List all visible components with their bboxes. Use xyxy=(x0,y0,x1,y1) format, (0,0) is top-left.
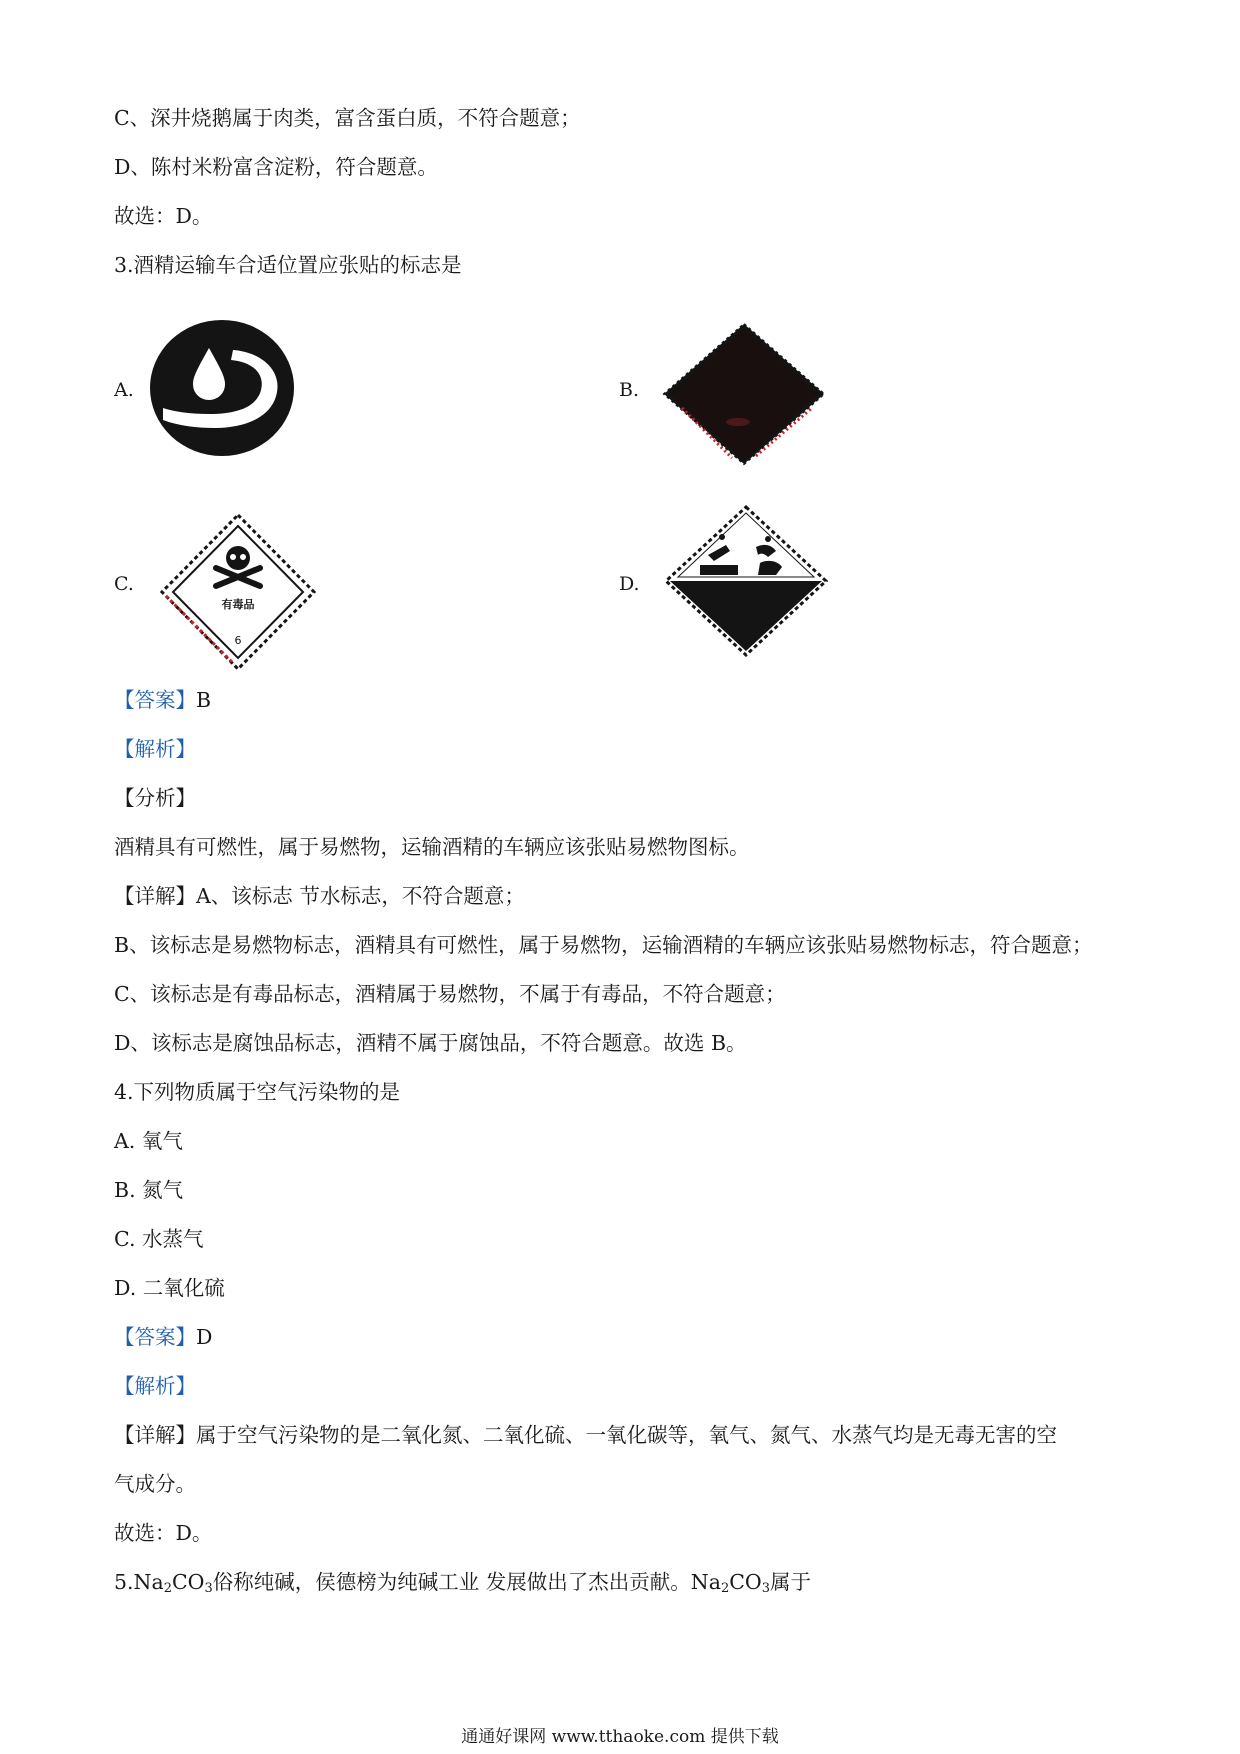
q5-sub: 3 xyxy=(761,1581,771,1596)
option-d-label: D. xyxy=(619,573,640,595)
answer-label: 【答案】 xyxy=(114,688,196,712)
answer-3 xyxy=(114,686,211,714)
answer-value: D xyxy=(196,1325,213,1349)
question-5 xyxy=(114,1568,811,1603)
question-4-option-d: D. 二氧化硫 xyxy=(114,1276,225,1300)
detail-3-d: D、该标志是腐蚀品标志，酒精不属于腐蚀品，不符合题意。故选 B。 xyxy=(114,1031,747,1055)
fenxi-text: 酒精具有可燃性，属于易燃物，运输酒精的车辆应该张贴易燃物图标。 xyxy=(114,835,750,859)
analysis-label: 【解析】 xyxy=(114,1374,196,1398)
question-3: 3.酒精运输车合适位置应张贴的标志是 xyxy=(114,253,462,277)
detail-label: 【详解】 xyxy=(114,884,196,908)
detail-4-line-2: 气成分。 xyxy=(114,1472,196,1496)
corrosive-sign-icon xyxy=(664,505,828,657)
analysis-label: 【解析】 xyxy=(114,737,196,761)
q5-part: CO xyxy=(729,1570,762,1594)
detail-3-a xyxy=(114,882,525,910)
q5-part: CO xyxy=(172,1570,205,1594)
text-line: D、陈村米粉富含淀粉，符合题意。 xyxy=(114,155,438,179)
answer-value: B xyxy=(196,688,212,712)
q5-part: 5.Na xyxy=(114,1570,164,1594)
toxic-sign-number: 6 xyxy=(234,634,242,647)
text-line: 故选：D。 xyxy=(114,1521,213,1545)
water-saving-sign-icon xyxy=(149,318,295,458)
answer-4 xyxy=(114,1323,212,1351)
option-a-label: A. xyxy=(114,379,134,401)
q5-sub: 2 xyxy=(720,1581,730,1596)
text-line: C、深井烧鹅属于肉类，富含蛋白质，不符合题意； xyxy=(114,106,581,130)
q5-part: 属于 xyxy=(770,1570,812,1594)
question-4-option-a: A. 氧气 xyxy=(114,1129,183,1153)
toxic-sign-text: 有毒品 xyxy=(221,598,255,611)
option-b-label: B. xyxy=(619,379,640,401)
detail-label: 【详解】 xyxy=(114,1423,196,1447)
question-4-option-b: B. 氮气 xyxy=(114,1178,184,1202)
q5-part: 俗称纯碱，侯德榜为纯碱工业 发展做出了杰出贡献。Na xyxy=(212,1570,721,1594)
fenxi-label: 【分析】 xyxy=(114,786,196,810)
q5-sub: 3 xyxy=(204,1581,213,1596)
detail-3-c: C、该标志是有毒品标志，酒精属于易燃物，不属于有毒品，不符合题意； xyxy=(114,982,786,1006)
q5-sub: 2 xyxy=(163,1581,172,1596)
detail-text: A、该标志 节水标志，不符合题意； xyxy=(196,884,525,908)
toxic-sign-icon xyxy=(158,512,318,672)
flammable-sign-icon xyxy=(662,322,826,466)
page-footer: 通通好课网 www.tthaoke.com 提供下载 xyxy=(461,1727,779,1747)
detail-text: 属于空气污染物的是二氧化氮、二氧化硫、一氧化碳等，氧气、氮气、水蒸气均是无毒无害的空 xyxy=(196,1423,1057,1447)
question-4: 4.下列物质属于空气污染物的是 xyxy=(114,1080,401,1104)
answer-label: 【答案】 xyxy=(114,1325,196,1349)
text-line: 故选：D。 xyxy=(114,204,213,228)
detail-4-line-1 xyxy=(114,1421,1057,1449)
detail-3-b: B、该标志是易燃物标志，酒精具有可燃性，属于易燃物，运输酒精的车辆应该张贴易燃物标志，符合题意； xyxy=(114,933,1093,957)
question-4-option-c: C. 水蒸气 xyxy=(114,1227,204,1251)
option-c-label: C. xyxy=(114,573,134,595)
